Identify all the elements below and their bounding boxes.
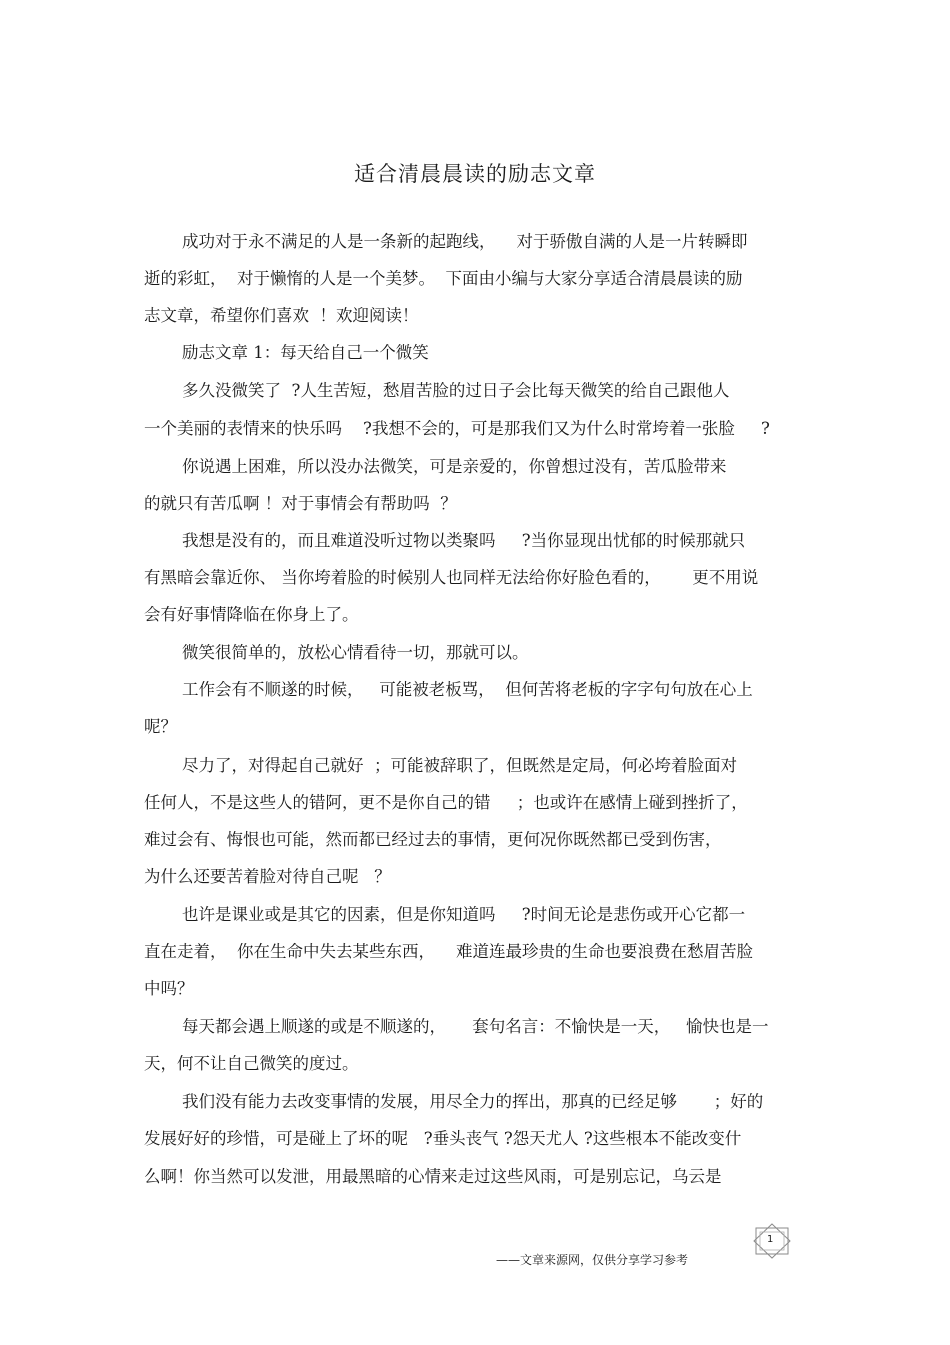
text-line: 中吗？: [144, 979, 194, 998]
text-line: 志文章，希望你们喜欢 ！欢迎阅读！: [144, 306, 419, 325]
text-line: 工作会有不顺遂的时候， 可能被老板骂， 但何苦将老板的字字句句放在心上: [182, 680, 753, 699]
text-line: 天，何不让自己微笑的度过。: [144, 1054, 359, 1073]
footer-source-note: ——文章来源网，仅供分享学习参考: [496, 1253, 689, 1267]
page-number: 1: [767, 1234, 774, 1245]
text-line: 的就只有苦瓜啊 ！对于事情会有帮助吗 ？: [144, 494, 457, 513]
text-line: 每天都会遇上顺遂的或是不顺遂的， 套句名言：不愉快是一天， 愉快也是一: [182, 1017, 769, 1036]
text-line: 尽力了，对得起自己就好 ；可能被辞职了，但既然是定局，何必垮着脸面对: [182, 756, 737, 775]
text-line: 成功对于永不满足的人是一条新的起跑线， 对于骄傲自满的人是一片转瞬即: [182, 232, 748, 251]
text-line: 发展好好的珍惜，可是碰上了坏的呢 ?垂头丧气 ?怨天尤人 ?这些根本不能改变什: [144, 1129, 742, 1148]
text-line: 会有好事情降临在你身上了。: [144, 605, 359, 624]
text-line: 多久没微笑了 ?人生苦短，愁眉苦脸的过日子会比每天微笑的给自己跟他人: [182, 381, 730, 400]
text-line: 我想是没有的，而且难道没听过物以类聚吗 ?当你显现出忧郁的时候那就只: [182, 531, 746, 550]
text-line: 难过会有、悔恨也可能，然而都已经过去的事情，更何况你既然都已受到伤害，: [144, 830, 722, 849]
text-line: 呢？: [144, 717, 177, 736]
document-title: 适合清晨晨读的励志文章: [354, 162, 596, 186]
text-line: 为什么还要苦着脸对待自己呢 ？: [144, 867, 391, 886]
text-line: 微笑很简单的，放松心情看待一切，那就可以。: [182, 643, 529, 662]
text-line: 么啊！你当然可以发泄，用最黑暗的心情来走过这些风雨，可是别忘记，乌云是: [144, 1167, 722, 1186]
text-line: 任何人，不是这些人的错阿，更不是你自己的错 ；也或许在感情上碰到挫折了，: [144, 793, 748, 812]
text-line: 直在走着， 你在生命中失去某些东西， 难道连最珍贵的生命也要浪费在愁眉苦脸: [144, 942, 753, 961]
text-line: 也许是课业或是其它的因素，但是你知道吗 ?时间无论是悲伤或开心它都一: [182, 905, 746, 924]
text-line: 我们没有能力去改变事情的发展，用尽全力的挥出，那真的已经足够 ；好的: [182, 1092, 764, 1111]
text-line: 逝的彩虹， 对于懒惰的人是一个美梦。 下面由小编与大家分享适合清晨晨读的励: [144, 269, 743, 288]
text-line: 有黑暗会靠近你、 当你垮着脸的时候别人也同样无法给你好脸色看的， 更不用说: [144, 568, 759, 587]
section-heading: 励志文章 1：每天给自己一个微笑: [182, 343, 429, 362]
text-line: 一个美丽的表情来的快乐吗 ?我想不会的，可是那我们又为什么时常垮着一张脸 ?: [144, 419, 770, 438]
text-line: 你说遇上困难，所以没办法微笑，可是亲爱的，你曾想过没有，苦瓜脸带来: [182, 457, 727, 476]
